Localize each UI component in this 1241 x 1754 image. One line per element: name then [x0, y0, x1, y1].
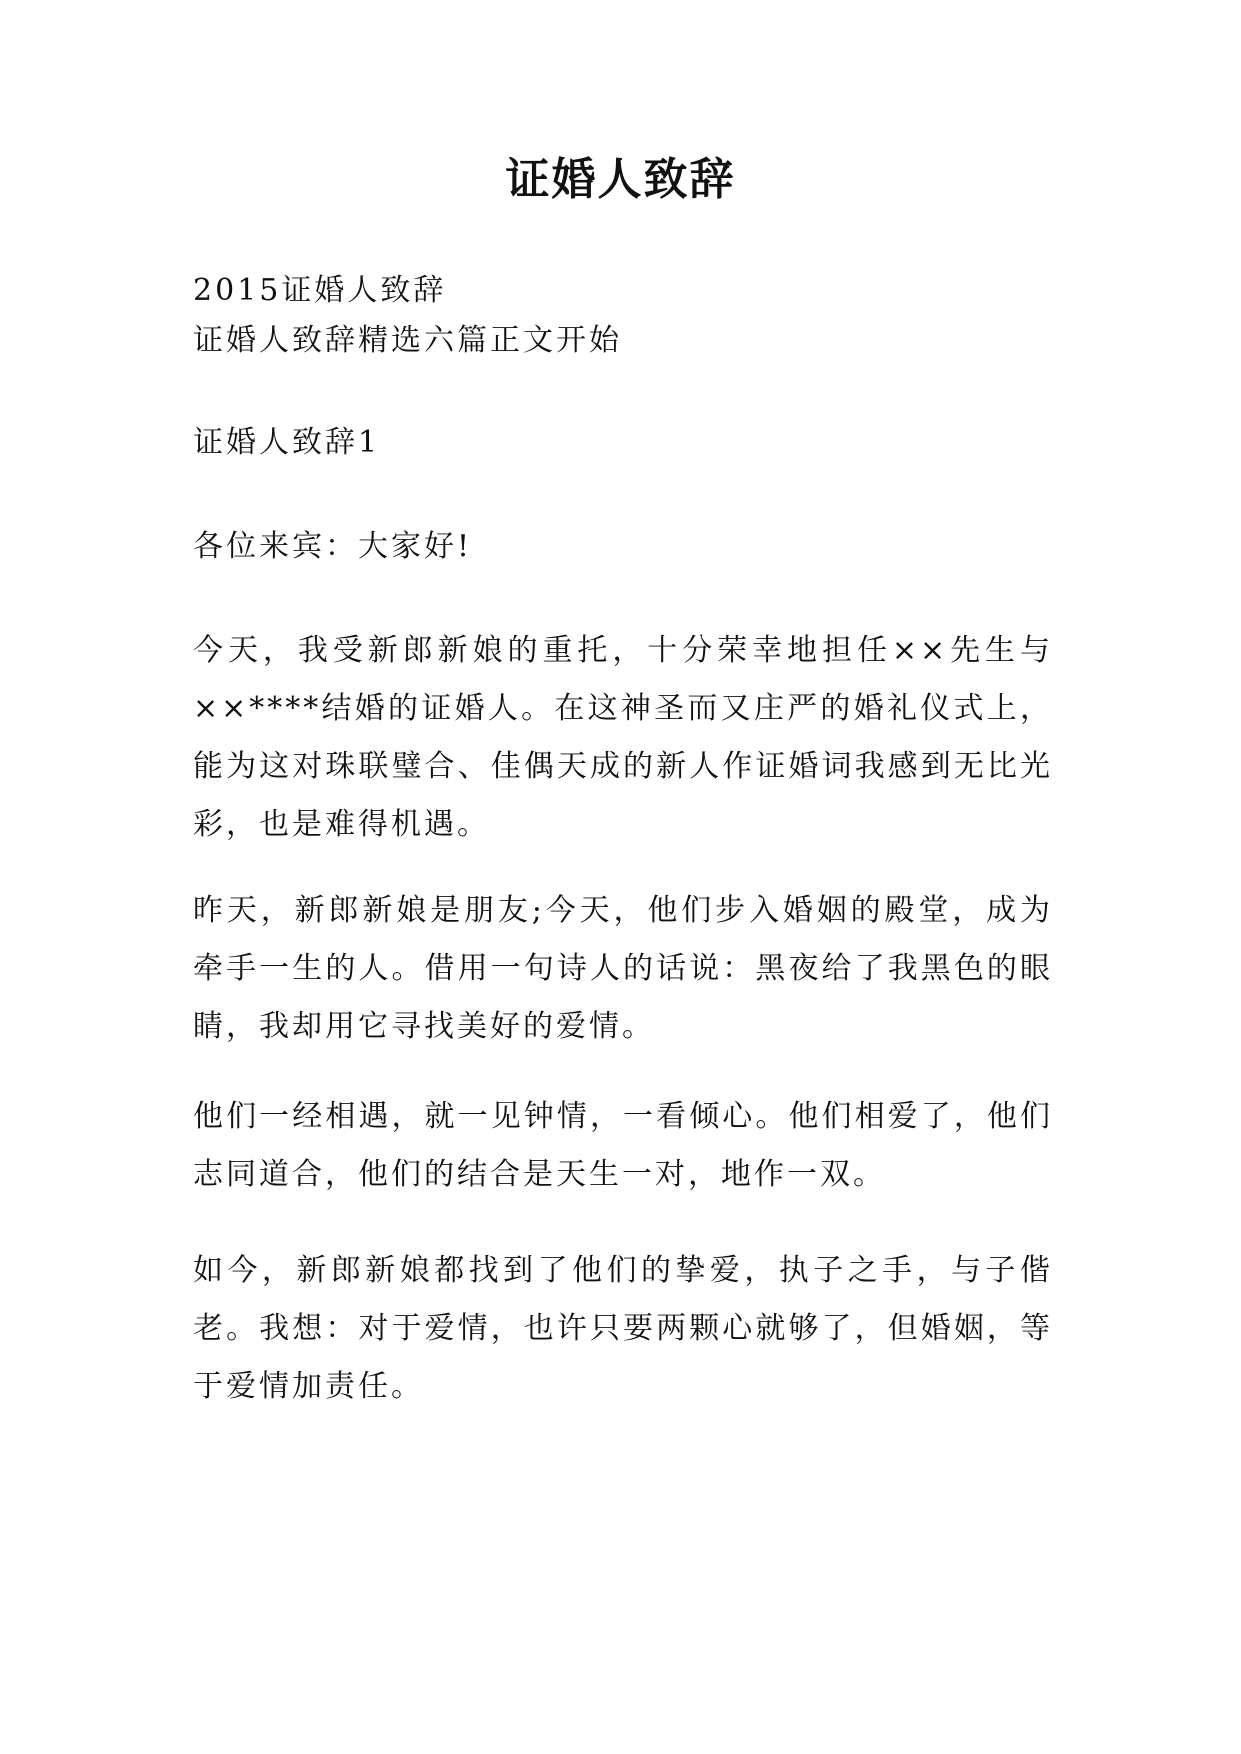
subtitle-year: 2015证婚人致辞 [193, 273, 447, 308]
paragraph-2: 昨天，新郎新娘是朋友;今天，他们步入婚姻的殿堂，成为牵手一生的人。借用一句诗人的话说：黑夜给了我黑色的眼睛，我却用它寻找美好的爱情。 [193, 893, 1053, 1044]
section-heading: 证婚人致辞1 [193, 425, 381, 460]
paragraph-1: 今天，我受新郎新娘的重托，十分荣幸地担任××先生与××****结婚的证婚人。在这神圣而又庄严的婚礼仪式上，能为这对珠联璧合、佳偶天成的新人作证婚词我感到无比光彩，也是难得机遇。 [193, 633, 1053, 842]
document-title: 证婚人致辞 [505, 154, 736, 205]
greeting: 各位来宾：大家好! [193, 529, 473, 564]
paragraph-4: 如今，新郎新娘都找到了他们的挚爱，执子之手，与子偕老。我想：对于爱情，也许只要两颗心就够了，但婚姻，等于爱情加责任。 [193, 1253, 1053, 1404]
paragraph-3: 他们一经相遇，就一见钟情，一看倾心。他们相爱了，他们志同道合，他们的结合是天生一对，地作一双。 [193, 1099, 1053, 1192]
subtitle-intro: 证婚人致辞精选六篇正文开始 [193, 323, 622, 358]
